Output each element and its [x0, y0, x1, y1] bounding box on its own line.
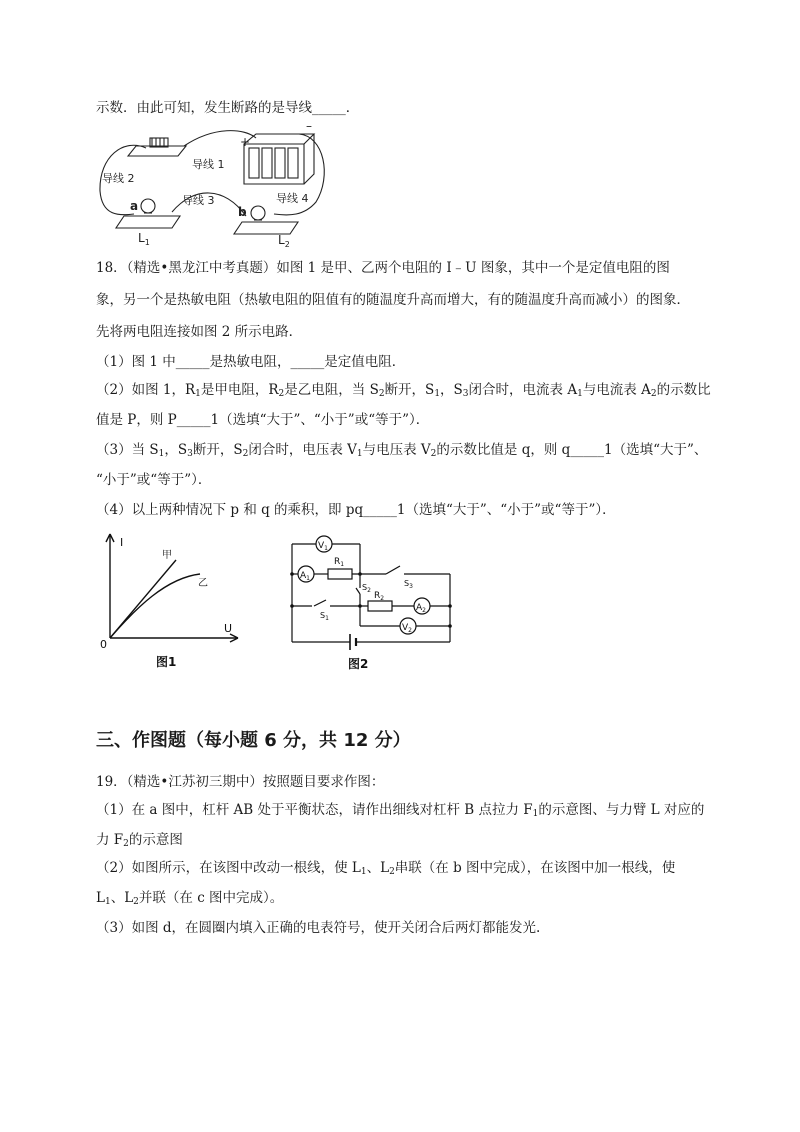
battery-minus-label: –	[306, 119, 312, 133]
q18-line2: 象，另一个是热敏电阻（热敏电阻的阻值有的随温度升高而增大，有的随温度升高而减小）的图象．	[96, 292, 690, 308]
q18-sub2-line1: （2）如图 1，$R_1$是甲电阻，$R_2$是乙电阻，当 $S_2$断开，$S_1$，$S_3$闭合时，电流表 $A_1$与电流表 $A_2$的示数比	[96, 382, 711, 399]
s2-label: $S_2$	[362, 583, 371, 594]
wire1-label: 导线 1	[192, 158, 225, 171]
s3-label: $S_3$	[404, 579, 413, 590]
q18-sub3-line1: （3）当 $S_1$，$S_3$断开，$S_2$闭合时，电压表 $V_1$与电压表 $V_2$的示数比值是 q，则 q_____1（选填“大于”、	[96, 442, 708, 459]
wire3-label: 导线 3	[182, 194, 215, 207]
q18-sub1: （1）图 1 中_____是热敏电阻，_____是定值电阻．	[96, 354, 406, 370]
series-yi-curve	[110, 574, 200, 638]
a2-meter: $A_2$	[416, 603, 426, 614]
lamp-l2-label: $L_2$	[278, 233, 290, 249]
q19-sub2-line1: （2）如图所示，在该图中改动一根线，使 $L_1$、$L_2$串联（在 b 图中完成），在该图中加一根线，使	[96, 860, 676, 877]
fig2-caption: 图2	[348, 657, 369, 671]
lamp-l1-label: $L_1$	[138, 231, 150, 247]
q19-sub2-line2: $L_1$、$L_2$并联（在 c 图中完成）。	[96, 890, 284, 907]
q18-line3: 先将两电阻连接如图 2 所示电路．	[96, 324, 303, 340]
q19-sub1-line1: （1）在 a 图中，杠杆 AB 处于平衡状态，请作出细线对杠杆 B 点拉力 $F_1$的示意图、与力臂 L 对应的	[96, 802, 705, 819]
circuit-diagram-figure	[286, 530, 458, 672]
v2-meter: $V_2$	[402, 623, 412, 634]
v1-meter: $V_1$	[318, 541, 328, 552]
q18-sub2-line2: 值是 P，则 P_____1（选填“大于”、“小于”或“等于”）．	[96, 412, 430, 428]
r2-label: $R_2$	[374, 591, 385, 602]
x-axis-label: U	[224, 622, 233, 635]
q19-sub1-line2: 力 $F_2$的示意图	[96, 832, 183, 849]
origin-label: 0	[100, 638, 107, 651]
y-axis-label: I	[120, 536, 124, 549]
point-a-label: a	[130, 199, 139, 213]
intro-line: 示数．由此可知，发生断路的是导线_____．	[96, 100, 360, 116]
series-yi-label: 乙	[198, 578, 208, 589]
section3-heading: 三、作图题（每小题 6 分，共 12 分）	[96, 730, 411, 751]
iu-graph-figure	[96, 528, 246, 670]
q18-line1: 18．（精选•黑龙江中考真题）如图 1 是甲、乙两个电阻的 I﹣U 图象，其中一个是定值电阻的图	[96, 260, 670, 276]
r1-label: $R_1$	[334, 557, 345, 568]
wire4-label: 导线 4	[276, 192, 309, 205]
s1-label: $S_1$	[320, 611, 329, 622]
q19-line1: 19．（精选•江苏初三期中）按照题目要求作图：	[96, 774, 385, 790]
battery-plus-label: +	[240, 135, 251, 149]
wire2-label: 导线 2	[102, 172, 135, 185]
point-b-label: b	[238, 205, 247, 219]
q18-sub3-line2: “小于”或“等于”）．	[96, 472, 212, 488]
circuit-physical-figure	[94, 116, 334, 250]
fig1-caption: 图1	[156, 655, 177, 669]
a1-meter: $A_1$	[300, 571, 310, 582]
q19-sub3: （3）如图 d，在圆圈内填入正确的电表符号，使开关闭合后两灯都能发光.	[96, 920, 541, 936]
q18-sub4: （4）以上两种情况下 p 和 q 的乘积，即 pq_____1（选填“大于”、“小于”或“等于”）．	[96, 502, 616, 518]
series-jia-label: 甲	[162, 550, 172, 561]
